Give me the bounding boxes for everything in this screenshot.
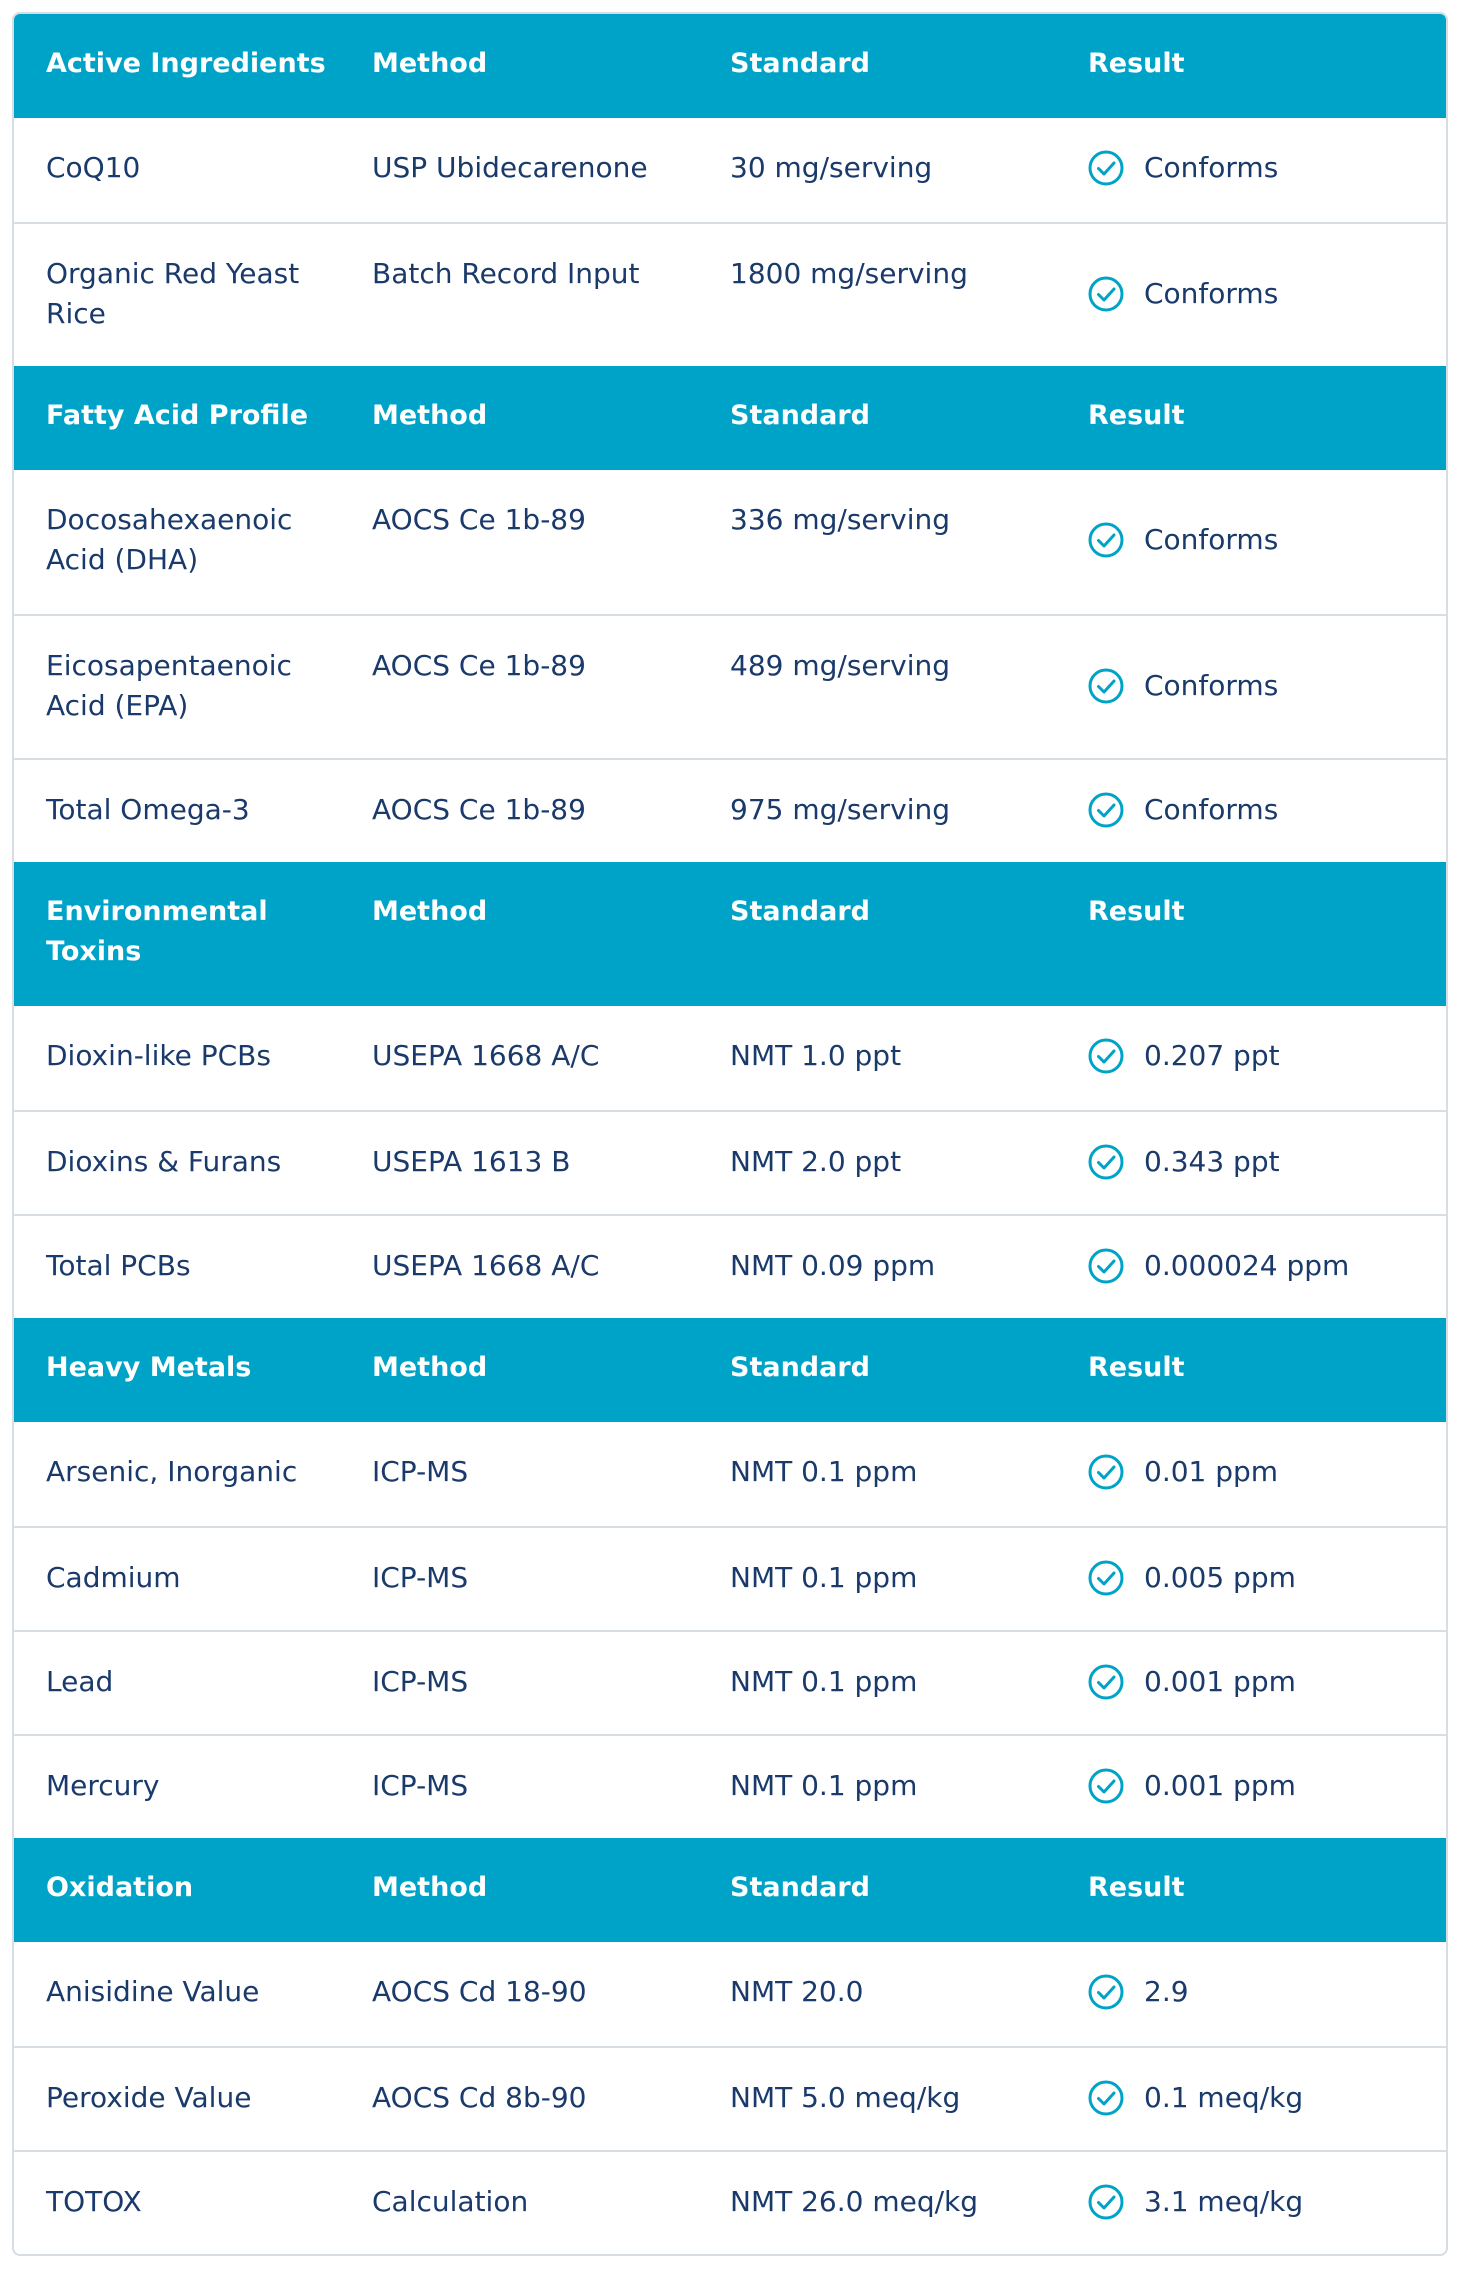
row-method: USEPA 1668 A/C	[372, 1249, 600, 1282]
row-name: TOTOX	[46, 2185, 142, 2218]
table-row	[14, 1734, 1446, 1838]
row-method: ICP-MS	[372, 1769, 469, 1802]
row-method: ICP-MS	[372, 1561, 469, 1594]
row-result	[1088, 1662, 1446, 1702]
check-circle-icon	[1088, 1768, 1124, 1804]
header-method: Method	[372, 896, 488, 927]
row-name: Cadmium	[46, 1561, 181, 1594]
header-category: Fatty Acid Profile	[46, 400, 309, 431]
row-result	[1088, 274, 1446, 314]
header-category: Heavy Metals	[46, 1352, 252, 1383]
row-result	[1088, 2078, 1446, 2118]
table-row	[14, 1942, 1446, 2046]
result-value: 0.207 ppt	[1144, 1039, 1280, 1072]
row-name: Eicosapentaenoic Acid (EPA)	[46, 649, 292, 722]
row-result	[1088, 1246, 1446, 1286]
check-circle-icon	[1088, 522, 1124, 558]
row-result	[1088, 1036, 1446, 1076]
header-standard: Standard	[730, 1872, 870, 1903]
row-standard: NMT 0.09 ppm	[730, 1249, 936, 1282]
header-standard: Standard	[730, 48, 870, 79]
row-result	[1088, 1452, 1446, 1492]
check-circle-icon	[1088, 150, 1124, 186]
result-value: 0.001 ppm	[1144, 1769, 1296, 1802]
row-standard: NMT 2.0 ppt	[730, 1145, 902, 1178]
test-results-table	[12, 12, 1448, 2256]
check-circle-icon	[1088, 1560, 1124, 1596]
row-standard: NMT 0.1 ppm	[730, 1665, 918, 1698]
section-header-environmental-toxins	[14, 862, 1446, 1006]
row-standard: NMT 5.0 meq/kg	[730, 2081, 961, 2114]
header-result: Result	[1088, 48, 1185, 79]
result-value: Conforms	[1144, 523, 1279, 556]
row-standard: NMT 20.0	[730, 1975, 864, 2008]
result-value: Conforms	[1144, 669, 1279, 702]
check-circle-icon	[1088, 1664, 1124, 1700]
row-method: Calculation	[372, 2185, 529, 2218]
check-circle-icon	[1088, 1454, 1124, 1490]
check-circle-icon	[1088, 1038, 1124, 1074]
row-result	[1088, 1558, 1446, 1598]
table-row	[14, 222, 1446, 366]
result-value: Conforms	[1144, 151, 1279, 184]
table-row	[14, 758, 1446, 862]
row-method: USP Ubidecarenone	[372, 151, 648, 184]
row-method: AOCS Cd 18-90	[372, 1975, 587, 2008]
check-circle-icon	[1088, 1248, 1124, 1284]
result-value: 0.001 ppm	[1144, 1665, 1296, 1698]
row-result	[1088, 148, 1446, 188]
check-circle-icon	[1088, 792, 1124, 828]
table-row	[14, 1110, 1446, 1214]
row-standard: NMT 0.1 ppm	[730, 1769, 918, 1802]
row-result	[1088, 520, 1446, 560]
header-method: Method	[372, 48, 488, 79]
table-row	[14, 2150, 1446, 2254]
header-standard: Standard	[730, 400, 870, 431]
row-method: ICP-MS	[372, 1455, 469, 1488]
result-value: 0.01 ppm	[1144, 1455, 1279, 1488]
row-standard: NMT 0.1 ppm	[730, 1561, 918, 1594]
row-method: USEPA 1613 B	[372, 1145, 571, 1178]
header-result: Result	[1088, 1352, 1185, 1383]
header-standard: Standard	[730, 896, 870, 927]
table-row	[14, 614, 1446, 758]
row-name: Dioxins & Furans	[46, 1145, 282, 1178]
row-result	[1088, 1766, 1446, 1806]
row-method: AOCS Ce 1b-89	[372, 793, 586, 826]
check-circle-icon	[1088, 2080, 1124, 2116]
table-row	[14, 1214, 1446, 1318]
row-standard: 30 mg/serving	[730, 151, 933, 184]
row-standard: 336 mg/serving	[730, 503, 951, 536]
row-name: Organic Red Yeast Rice	[46, 257, 300, 330]
result-value: Conforms	[1144, 793, 1279, 826]
check-circle-icon	[1088, 1974, 1124, 2010]
header-result: Result	[1088, 1872, 1185, 1903]
section-header-oxidation	[14, 1838, 1446, 1942]
header-method: Method	[372, 1352, 488, 1383]
row-name: Docosahexaenoic Acid (DHA)	[46, 503, 293, 576]
row-method: ICP-MS	[372, 1665, 469, 1698]
check-circle-icon	[1088, 276, 1124, 312]
section-header-active-ingredients	[14, 14, 1446, 118]
table-row	[14, 1630, 1446, 1734]
row-standard: NMT 0.1 ppm	[730, 1455, 918, 1488]
header-result: Result	[1088, 896, 1185, 927]
row-name: Total Omega-3	[46, 793, 250, 826]
header-method: Method	[372, 400, 488, 431]
row-method: AOCS Ce 1b-89	[372, 649, 586, 682]
header-result: Result	[1088, 400, 1185, 431]
check-circle-icon	[1088, 2184, 1124, 2220]
row-name: Peroxide Value	[46, 2081, 252, 2114]
result-value: Conforms	[1144, 277, 1279, 310]
table-row	[14, 1422, 1446, 1526]
row-standard: NMT 26.0 meq/kg	[730, 2185, 979, 2218]
result-value: 0.000024 ppm	[1144, 1249, 1350, 1282]
row-standard: NMT 1.0 ppt	[730, 1039, 902, 1072]
row-name: Arsenic, Inorganic	[46, 1455, 298, 1488]
row-name: Total PCBs	[46, 1249, 191, 1282]
result-value: 0.343 ppt	[1144, 1145, 1280, 1178]
result-value: 3.1 meq/kg	[1144, 2185, 1304, 2218]
row-name: Mercury	[46, 1769, 160, 1802]
result-value: 2.9	[1144, 1975, 1189, 2008]
row-name: Anisidine Value	[46, 1975, 260, 2008]
check-circle-icon	[1088, 668, 1124, 704]
header-method: Method	[372, 1872, 488, 1903]
header-category: Oxidation	[46, 1872, 194, 1903]
row-method: USEPA 1668 A/C	[372, 1039, 600, 1072]
row-result	[1088, 2182, 1446, 2222]
row-result	[1088, 666, 1446, 706]
table-row	[14, 2046, 1446, 2150]
row-standard: 975 mg/serving	[730, 793, 951, 826]
row-standard: 489 mg/serving	[730, 649, 951, 682]
result-value: 0.005 ppm	[1144, 1561, 1296, 1594]
row-method: AOCS Cd 8b-90	[372, 2081, 587, 2114]
table-row	[14, 1006, 1446, 1110]
row-standard: 1800 mg/serving	[730, 257, 968, 290]
row-method: AOCS Ce 1b-89	[372, 503, 586, 536]
table-row	[14, 118, 1446, 222]
row-name: Lead	[46, 1665, 114, 1698]
table-row	[14, 470, 1446, 614]
header-standard: Standard	[730, 1352, 870, 1383]
header-category: Active Ingredients	[46, 48, 326, 79]
check-circle-icon	[1088, 1144, 1124, 1180]
row-name: Dioxin-like PCBs	[46, 1039, 271, 1072]
section-header-heavy-metals	[14, 1318, 1446, 1422]
row-result	[1088, 790, 1446, 830]
result-value: 0.1 meq/kg	[1144, 2081, 1304, 2114]
row-result	[1088, 1142, 1446, 1182]
header-category: Environmental Toxins	[46, 896, 268, 967]
row-method: Batch Record Input	[372, 257, 640, 290]
section-header-fatty-acid-profile	[14, 366, 1446, 470]
row-result	[1088, 1972, 1446, 2012]
table-row	[14, 1526, 1446, 1630]
row-name: CoQ10	[46, 151, 141, 184]
